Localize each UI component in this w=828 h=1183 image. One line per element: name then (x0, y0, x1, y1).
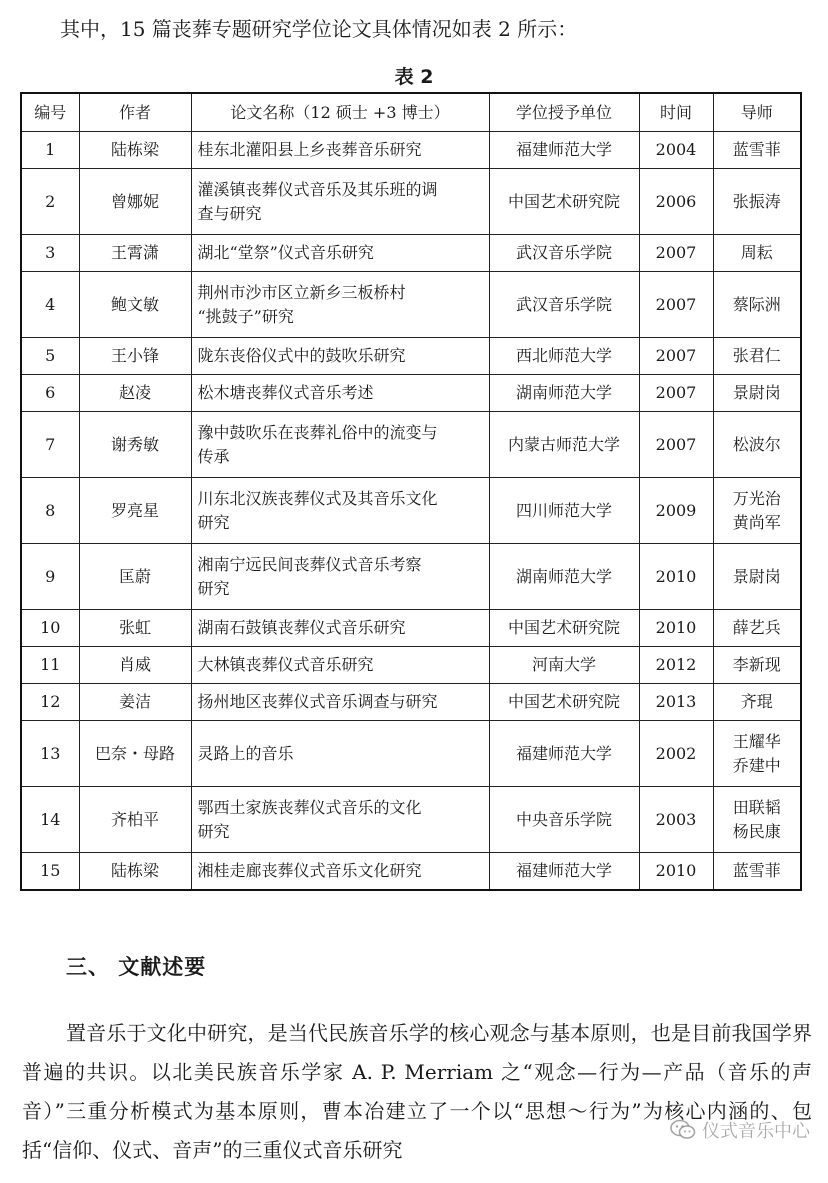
table-row (21, 721, 801, 787)
year-cell: 2002 (639, 721, 713, 787)
advisor-cell: 景尉岗 (713, 544, 801, 610)
year-cell: 2012 (639, 647, 713, 684)
year-cell: 2007 (639, 375, 713, 412)
author-cell: 赵凌 (79, 375, 191, 412)
institution-cell: 中国艺术研究院 (489, 610, 639, 647)
table-row (21, 412, 801, 478)
year-cell: 2007 (639, 338, 713, 375)
header-cell: 论文名称（12 硕士 +3 博士） (191, 93, 489, 132)
title-cell: 湖南石鼓镇丧葬仪式音乐研究 (191, 610, 489, 647)
advisor-cell: 薛艺兵 (713, 610, 801, 647)
title-cell: 湘桂走廊丧葬仪式音乐文化研究 (191, 853, 489, 890)
table-row (21, 169, 801, 235)
table-row (21, 338, 801, 375)
author-cell: 肖威 (79, 647, 191, 684)
title-cell: 豫中鼓吹乐在丧葬礼俗中的流变与 传承 (191, 412, 489, 478)
year-cell: 2004 (639, 132, 713, 169)
institution-cell: 湖南师范大学 (489, 544, 639, 610)
section-heading: 三、 文献述要 (66, 955, 207, 979)
table-row (21, 684, 801, 721)
title-cell: 湘南宁远民间丧葬仪式音乐考察 研究 (191, 544, 489, 610)
header-cell: 编号 (21, 93, 79, 132)
author-cell: 陆栋梁 (79, 132, 191, 169)
row-number-cell: 15 (21, 853, 79, 890)
row-number-cell: 11 (21, 647, 79, 684)
title-cell: 川东北汉族丧葬仪式及其音乐文化 研究 (191, 478, 489, 544)
year-cell: 2006 (639, 169, 713, 235)
table-row (21, 478, 801, 544)
wechat-icon (670, 1119, 696, 1141)
advisor-cell: 张振涛 (713, 169, 801, 235)
author-cell: 王小锋 (79, 338, 191, 375)
title-cell: 松木塘丧葬仪式音乐考述 (191, 375, 489, 412)
row-number-cell: 1 (21, 132, 79, 169)
year-cell: 2010 (639, 610, 713, 647)
table-row (21, 787, 801, 853)
advisor-cell: 周耘 (713, 235, 801, 272)
institution-cell: 福建师范大学 (489, 132, 639, 169)
table-row (21, 610, 801, 647)
author-cell: 巴奈・母路 (79, 721, 191, 787)
header-cell: 学位授予单位 (489, 93, 639, 132)
header-cell: 作者 (79, 93, 191, 132)
institution-cell: 福建师范大学 (489, 721, 639, 787)
advisor-cell: 万光治 黄尚军 (713, 478, 801, 544)
title-cell: 荆州市沙市区立新乡三板桥村 “挑鼓子”研究 (191, 272, 489, 338)
row-number-cell: 7 (21, 412, 79, 478)
year-cell: 2003 (639, 787, 713, 853)
thesis-table (20, 92, 802, 891)
advisor-cell: 齐琨 (713, 684, 801, 721)
author-cell: 张虹 (79, 610, 191, 647)
table-row (21, 544, 801, 610)
author-cell: 曾娜妮 (79, 169, 191, 235)
institution-cell: 福建师范大学 (489, 853, 639, 890)
table-row (21, 375, 801, 412)
author-cell: 谢秀敏 (79, 412, 191, 478)
institution-cell: 河南大学 (489, 647, 639, 684)
author-cell: 罗亮星 (79, 478, 191, 544)
table-row (21, 272, 801, 338)
author-cell: 匡蔚 (79, 544, 191, 610)
advisor-cell: 王耀华 乔建中 (713, 721, 801, 787)
title-cell: 扬州地区丧葬仪式音乐调查与研究 (191, 684, 489, 721)
institution-cell: 武汉音乐学院 (489, 235, 639, 272)
row-number-cell: 8 (21, 478, 79, 544)
row-number-cell: 6 (21, 375, 79, 412)
watermark (670, 1117, 810, 1143)
table-row (21, 235, 801, 272)
table-body (21, 132, 801, 890)
advisor-cell: 李新现 (713, 647, 801, 684)
row-number-cell: 10 (21, 610, 79, 647)
institution-cell: 四川师范大学 (489, 478, 639, 544)
year-cell: 2010 (639, 544, 713, 610)
row-number-cell: 9 (21, 544, 79, 610)
row-number-cell: 13 (21, 721, 79, 787)
institution-cell: 武汉音乐学院 (489, 272, 639, 338)
institution-cell: 中国艺术研究院 (489, 684, 639, 721)
year-cell: 2009 (639, 478, 713, 544)
advisor-cell: 蓝雪菲 (713, 132, 801, 169)
year-cell: 2007 (639, 412, 713, 478)
advisor-cell: 景尉岗 (713, 375, 801, 412)
title-cell: 大林镇丧葬仪式音乐研究 (191, 647, 489, 684)
year-cell: 2007 (639, 235, 713, 272)
header-cell: 导师 (713, 93, 801, 132)
author-cell: 齐柏平 (79, 787, 191, 853)
advisor-cell: 蓝雪菲 (713, 853, 801, 890)
row-number-cell: 14 (21, 787, 79, 853)
title-cell: 灵路上的音乐 (191, 721, 489, 787)
body-paragraph: 置音乐于文化中研究，是当代民族音乐学的核心观念与基本原则，也是目前我国学界普遍的共识。以北美民族音乐学家 A. P. Merriam 之“观念—行为—产品（音乐的声音）”三重分析模式为基本原则，曹本冶建立了一个以“思想～行为”为核心内涵的、包括“信仰、仪式、音声”的三重仪式音乐研究 (22, 1021, 812, 1162)
row-number-cell: 4 (21, 272, 79, 338)
advisor-cell: 田联韬 杨民康 (713, 787, 801, 853)
institution-cell: 湖南师范大学 (489, 375, 639, 412)
year-cell: 2010 (639, 853, 713, 890)
author-cell: 王霄潇 (79, 235, 191, 272)
author-cell: 陆栋梁 (79, 853, 191, 890)
intro-sentence: 其中，15 篇丧葬专题研究学位论文具体情况如表 2 所示： (60, 17, 578, 41)
row-number-cell: 2 (21, 169, 79, 235)
table-row (21, 647, 801, 684)
advisor-cell: 张君仁 (713, 338, 801, 375)
author-cell: 鲍文敏 (79, 272, 191, 338)
institution-cell: 中央音乐学院 (489, 787, 639, 853)
institution-cell: 西北师范大学 (489, 338, 639, 375)
row-number-cell: 5 (21, 338, 79, 375)
title-cell: 桂东北灌阳县上乡丧葬音乐研究 (191, 132, 489, 169)
title-cell: 湖北“堂祭”仪式音乐研究 (191, 235, 489, 272)
year-cell: 2007 (639, 272, 713, 338)
institution-cell: 内蒙古师范大学 (489, 412, 639, 478)
title-cell: 陇东丧俗仪式中的鼓吹乐研究 (191, 338, 489, 375)
advisor-cell: 蔡际洲 (713, 272, 801, 338)
institution-cell: 中国艺术研究院 (489, 169, 639, 235)
title-cell: 灌溪镇丧葬仪式音乐及其乐班的调 查与研究 (191, 169, 489, 235)
table-header-row (21, 93, 801, 132)
table-row (21, 853, 801, 890)
title-cell: 鄂西土家族丧葬仪式音乐的文化 研究 (191, 787, 489, 853)
row-number-cell: 12 (21, 684, 79, 721)
advisor-cell: 松波尔 (713, 412, 801, 478)
table-caption: 表 2 (394, 66, 434, 88)
header-cell: 时间 (639, 93, 713, 132)
watermark-text: 仪式音乐中心 (702, 1121, 810, 1142)
year-cell: 2013 (639, 684, 713, 721)
row-number-cell: 3 (21, 235, 79, 272)
table-row (21, 132, 801, 169)
author-cell: 姜洁 (79, 684, 191, 721)
